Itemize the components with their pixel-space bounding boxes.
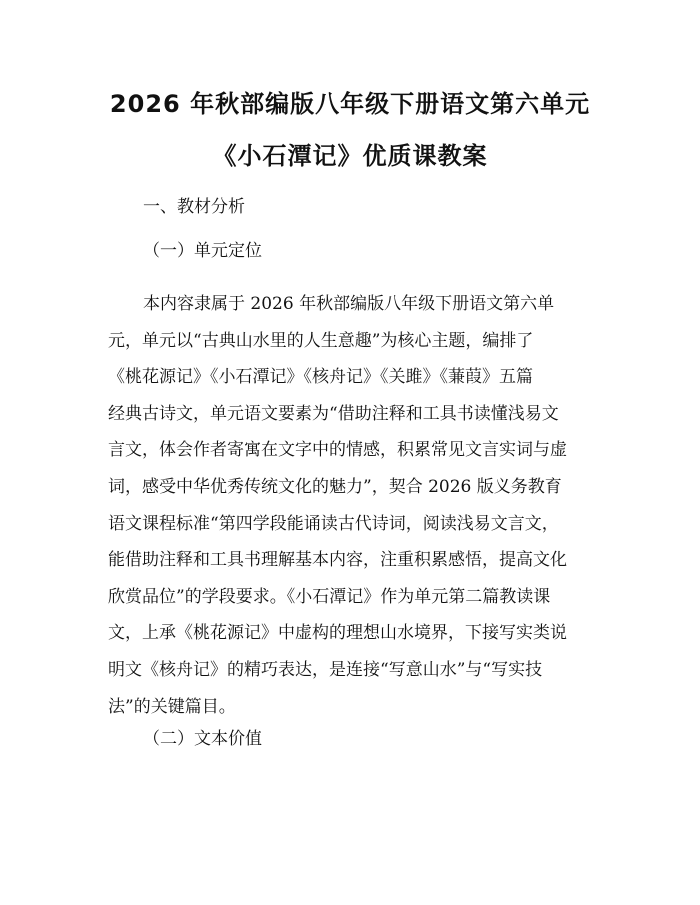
paragraph-line: 经典古诗文，单元语文要素为“借助注释和工具书读懂浅易文 [108, 403, 559, 424]
paragraph-line: 欣赏品位”的学段要求。《小石潭记》作为单元第二篇教读课 [108, 586, 551, 607]
paragraph-line: 词，感受中华优秀传统文化的魅力”，契合 2026 版义务教育 [108, 476, 562, 497]
paragraph-line: 《桃花源记》《小石潭记》《核舟记》《关雎》《蒹葭》五篇 [108, 367, 533, 388]
document-title-line2: 《小石潭记》优质课教案 [212, 142, 488, 170]
paragraph-line: 文，上承《桃花源记》中虚构的理想山水境界，下接写实类说 [108, 623, 567, 644]
paragraph-line: 言文，体会作者寄寓在文字中的情感，积累常见文言实词与虚 [108, 440, 567, 461]
paragraph-line: 本内容隶属于 2026 年秋部编版八年级下册语文第六单 [143, 294, 555, 314]
section-heading-textbook-analysis: 一、教材分析 [143, 197, 245, 217]
paragraph-line: 语文课程标准“第四学段能诵读古代诗词，阅读浅易文言文， [108, 513, 559, 534]
document-title-line1: 2026 年秋部编版八年级下册语文第六单元 [109, 90, 591, 118]
paragraph-line: 明文《核舟记》的精巧表达，是连接“写意山水”与“写实技 [108, 659, 543, 680]
subsection-heading-text-value: （二）文本价值 [143, 729, 262, 749]
subsection-heading-unit-positioning: （一）单元定位 [143, 241, 262, 261]
paragraph-line: 法”的关键篇目。 [108, 696, 236, 717]
paragraph-line: 能借助注释和工具书理解基本内容，注重积累感悟，提高文化 [108, 550, 567, 571]
paragraph-line: 元，单元以“古典山水里的人生意趣”为核心主题，编排了 [108, 330, 534, 351]
body-paragraph [108, 286, 598, 725]
